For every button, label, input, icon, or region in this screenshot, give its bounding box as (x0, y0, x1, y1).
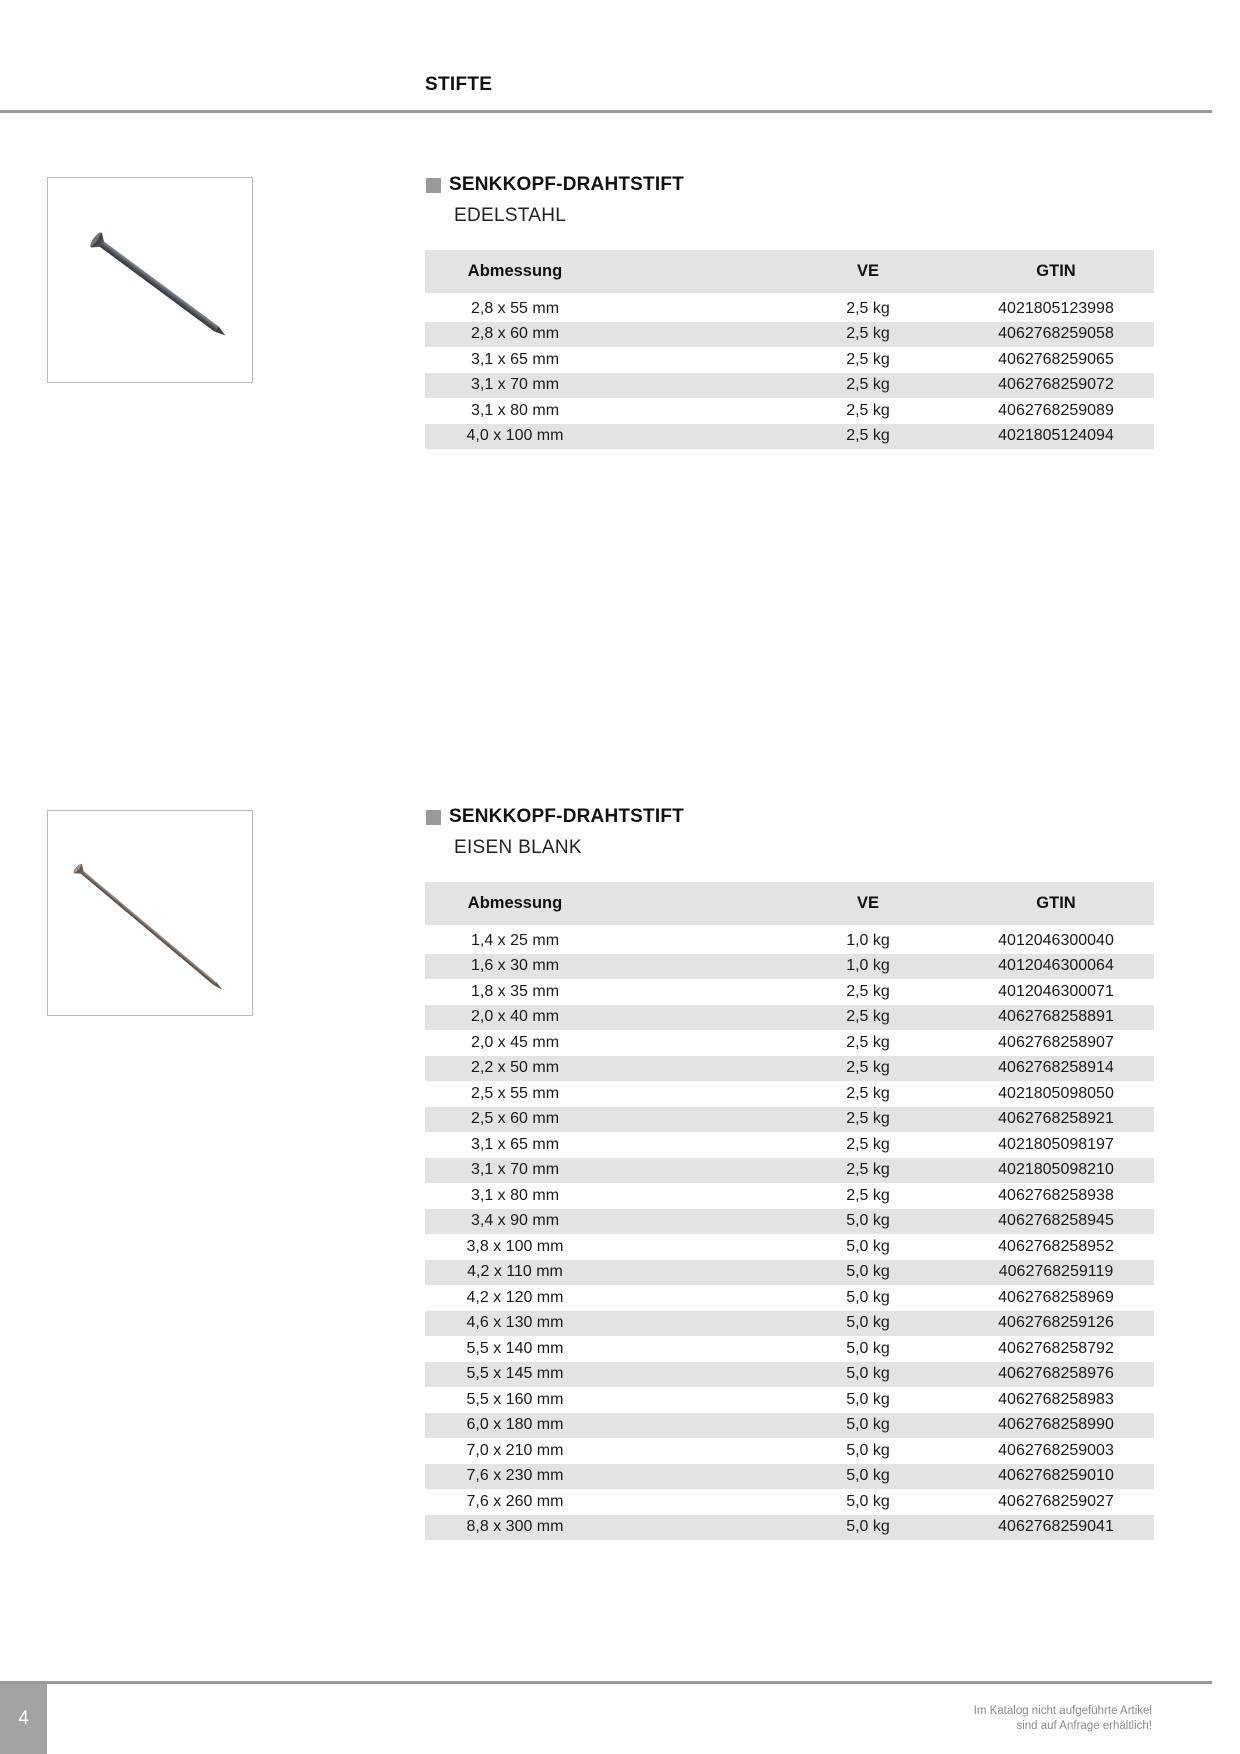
cell-abmessung: 4,0 x 100 mm (466, 427, 564, 445)
table-row (425, 1107, 1154, 1133)
table-row (425, 1005, 1154, 1031)
cell-ve: 5,0 kg (846, 1467, 890, 1485)
table-row (425, 1336, 1154, 1362)
top-divider (0, 110, 1212, 113)
table-row (425, 1183, 1154, 1209)
cell-abmessung: 3,1 x 65 mm (470, 1135, 560, 1153)
page-number: 4 (0, 1684, 47, 1754)
table-row (425, 1515, 1154, 1541)
table-row (425, 1387, 1154, 1413)
table-row (425, 1056, 1154, 1082)
cell-gtin: 4021805098197 (998, 1135, 1114, 1153)
table-row (425, 1260, 1154, 1286)
table-row (425, 928, 1154, 954)
cell-ve: 5,0 kg (846, 1237, 890, 1255)
cell-gtin: 4062768258907 (998, 1033, 1114, 1051)
stainless-countersunk-nail-icon (48, 178, 252, 382)
cell-ve: 5,0 kg (846, 1263, 890, 1281)
cell-abmessung: 6,0 x 180 mm (466, 1416, 564, 1434)
cell-gtin: 4012046300040 (998, 931, 1114, 949)
column-header-ve: VE (856, 262, 879, 280)
cell-abmessung: 3,4 x 90 mm (470, 1212, 560, 1230)
column-header-abmessung: Abmessung (467, 894, 563, 912)
table-row (425, 1464, 1154, 1490)
product-image-iron-nail (47, 810, 253, 1016)
table-row (425, 373, 1154, 399)
table-row (425, 1158, 1154, 1184)
table-row (425, 1285, 1154, 1311)
cell-gtin: 4012046300064 (998, 957, 1114, 975)
table-row (425, 979, 1154, 1005)
cell-abmessung: 1,4 x 25 mm (470, 931, 560, 949)
cell-abmessung: 7,6 x 260 mm (466, 1492, 564, 1510)
bullet-square-icon (426, 178, 441, 193)
page-title: STIFTE (425, 74, 493, 95)
table-header-row (425, 250, 1154, 293)
cell-ve: 2,5 kg (846, 376, 890, 394)
cell-gtin: 4062768259065 (998, 350, 1114, 368)
cell-abmessung: 3,8 x 100 mm (466, 1237, 564, 1255)
bullet-square-icon (426, 810, 441, 825)
table-row (425, 1311, 1154, 1337)
cell-gtin: 4062768259003 (998, 1441, 1114, 1459)
cell-ve: 2,5 kg (846, 350, 890, 368)
table-header-row (425, 882, 1154, 925)
cell-ve: 5,0 kg (846, 1314, 890, 1332)
table-row (425, 1132, 1154, 1158)
table-row (425, 1234, 1154, 1260)
cell-gtin: 4062768258969 (998, 1288, 1114, 1306)
product-name: SENKKOPF-DRAHTSTIFT (449, 174, 684, 195)
cell-gtin: 4062768259119 (998, 1263, 1114, 1281)
product-section-eisen-blank (425, 806, 1154, 1540)
cell-abmessung: 3,1 x 80 mm (470, 1186, 560, 1204)
column-header-gtin: GTIN (1036, 894, 1076, 912)
cell-abmessung: 3,1 x 80 mm (470, 401, 560, 419)
cell-ve: 2,5 kg (846, 1110, 890, 1128)
cell-ve: 5,0 kg (846, 1365, 890, 1383)
cell-ve: 2,5 kg (846, 1135, 890, 1153)
cell-ve: 1,0 kg (846, 931, 890, 949)
table-row (425, 347, 1154, 373)
cell-ve: 5,0 kg (846, 1492, 890, 1510)
cell-abmessung: 1,6 x 30 mm (470, 957, 560, 975)
table-row (425, 1030, 1154, 1056)
cell-ve: 5,0 kg (846, 1390, 890, 1408)
cell-ve: 2,5 kg (846, 1008, 890, 1026)
spec-table (425, 882, 1154, 1540)
cell-gtin: 4062768258952 (998, 1237, 1114, 1255)
cell-abmessung: 4,2 x 110 mm (467, 1263, 563, 1281)
cell-abmessung: 3,1 x 70 mm (470, 376, 560, 394)
cell-ve: 2,5 kg (846, 1059, 890, 1077)
cell-gtin: 4021805098050 (998, 1084, 1114, 1102)
cell-gtin: 4062768258914 (998, 1059, 1114, 1077)
table-row (425, 1413, 1154, 1439)
cell-abmessung: 2,8 x 55 mm (470, 299, 560, 317)
cell-gtin: 4021805124094 (998, 427, 1114, 445)
cell-abmessung: 2,8 x 60 mm (470, 325, 560, 343)
cell-abmessung: 1,8 x 35 mm (470, 982, 560, 1000)
cell-abmessung: 5,5 x 145 mm (466, 1365, 564, 1383)
table-row (425, 1489, 1154, 1515)
cell-abmessung: 7,6 x 230 mm (466, 1467, 564, 1485)
product-section-edelstahl (425, 174, 1154, 449)
product-material: EDELSTAHL (454, 205, 567, 226)
cell-ve: 2,5 kg (846, 325, 890, 343)
cell-gtin: 4062768259010 (998, 1467, 1114, 1485)
table-row (425, 398, 1154, 424)
cell-gtin: 4062768258921 (998, 1110, 1114, 1128)
cell-gtin: 4062768259126 (998, 1314, 1114, 1332)
table-row (425, 1362, 1154, 1388)
bottom-divider (0, 1681, 1212, 1684)
cell-abmessung: 4,6 x 130 mm (466, 1314, 564, 1332)
cell-abmessung: 2,0 x 45 mm (470, 1033, 560, 1051)
cell-gtin: 4062768258938 (998, 1186, 1114, 1204)
column-header-ve: VE (856, 894, 879, 912)
table-row (425, 1438, 1154, 1464)
cell-gtin: 4021805098210 (998, 1161, 1114, 1179)
cell-abmessung: 7,0 x 210 mm (466, 1441, 564, 1459)
cell-gtin: 4062768259041 (998, 1518, 1114, 1536)
cell-abmessung: 3,1 x 70 mm (470, 1161, 560, 1179)
cell-gtin: 4062768258945 (998, 1212, 1114, 1230)
cell-ve: 5,0 kg (846, 1518, 890, 1536)
cell-gtin: 4062768258990 (998, 1416, 1114, 1434)
cell-ve: 2,5 kg (846, 1033, 890, 1051)
column-header-abmessung: Abmessung (467, 262, 563, 280)
cell-gtin: 4062768259089 (998, 401, 1114, 419)
cell-ve: 2,5 kg (846, 1161, 890, 1179)
cell-ve: 5,0 kg (846, 1416, 890, 1434)
cell-abmessung: 8,8 x 300 mm (466, 1518, 564, 1536)
cell-ve: 2,5 kg (846, 1084, 890, 1102)
cell-abmessung: 2,5 x 60 mm (470, 1110, 560, 1128)
product-heading (425, 174, 1154, 204)
footer-note (974, 1704, 1152, 1734)
cell-abmessung: 5,5 x 160 mm (466, 1390, 564, 1408)
cell-ve: 2,5 kg (846, 1186, 890, 1204)
footer-note-line-2: sind auf Anfrage erhältlich! (1016, 1720, 1152, 1732)
table-row (425, 954, 1154, 980)
product-heading (425, 806, 1154, 836)
cell-gtin: 4062768258792 (998, 1339, 1114, 1357)
cell-abmessung: 2,0 x 40 mm (470, 1008, 560, 1026)
cell-abmessung: 2,5 x 55 mm (470, 1084, 560, 1102)
cell-gtin: 4062768259058 (998, 325, 1114, 343)
cell-abmessung: 3,1 x 65 mm (470, 350, 560, 368)
spec-table (425, 250, 1154, 449)
cell-gtin: 4062768258976 (998, 1365, 1114, 1383)
table-row (425, 1081, 1154, 1107)
cell-ve: 5,0 kg (846, 1288, 890, 1306)
cell-ve: 2,5 kg (846, 401, 890, 419)
cell-gtin: 4062768259027 (998, 1492, 1114, 1510)
column-header-gtin: GTIN (1036, 262, 1076, 280)
cell-ve: 2,5 kg (846, 299, 890, 317)
cell-ve: 2,5 kg (846, 427, 890, 445)
cell-ve: 5,0 kg (846, 1212, 890, 1230)
cell-abmessung: 2,2 x 50 mm (470, 1059, 560, 1077)
cell-ve: 1,0 kg (846, 957, 890, 975)
product-image-stainless-nail (47, 177, 253, 383)
table-row (425, 1209, 1154, 1235)
bright-iron-countersunk-nail-icon (48, 811, 252, 1015)
footer-note-line-1: Im Katalog nicht aufgeführte Artikel (973, 1705, 1152, 1717)
table-row (425, 322, 1154, 348)
table-row (425, 296, 1154, 322)
cell-abmessung: 5,5 x 140 mm (466, 1339, 564, 1357)
table-row (425, 424, 1154, 450)
cell-gtin: 4062768258891 (998, 1008, 1114, 1026)
cell-ve: 5,0 kg (846, 1441, 890, 1459)
cell-gtin: 4062768259072 (998, 376, 1114, 394)
cell-gtin: 4012046300071 (998, 982, 1114, 1000)
cell-gtin: 4062768258983 (998, 1390, 1114, 1408)
cell-ve: 5,0 kg (846, 1339, 890, 1357)
cell-abmessung: 4,2 x 120 mm (466, 1288, 564, 1306)
product-name: SENKKOPF-DRAHTSTIFT (449, 806, 684, 827)
cell-gtin: 4021805123998 (998, 299, 1114, 317)
product-material: EISEN BLANK (454, 837, 582, 858)
cell-ve: 2,5 kg (846, 982, 890, 1000)
